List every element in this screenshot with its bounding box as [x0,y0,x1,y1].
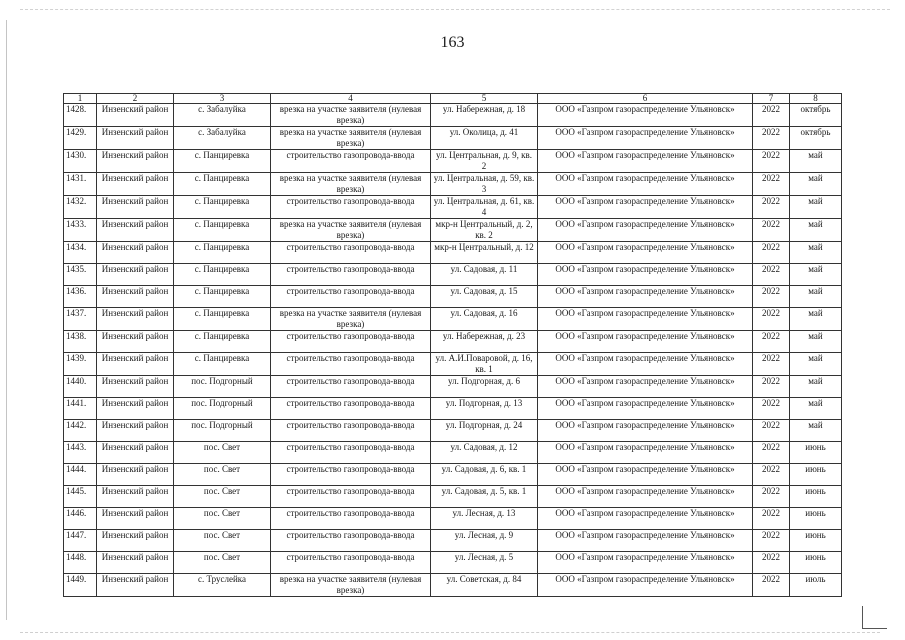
district-cell: Инзенский район [97,420,174,442]
organization-cell: ООО «Газпром газораспределение Ульяновск» [538,420,753,442]
district-cell: Инзенский район [97,464,174,486]
column-header-6: 6 [538,94,753,104]
month-cell: май [790,150,842,173]
address-cell: ул. А.И.Поваровой, д. 16, кв. 1 [431,353,538,376]
table-row [64,173,842,196]
table-row [64,508,842,530]
settlement-cell: с. Панциревка [174,308,271,331]
address-cell: ул. Центральная, д. 59, кв. 3 [431,173,538,196]
row-number-cell: 1437. [64,308,97,331]
work-type-cell: врезка на участке заявителя (нулевая врезка) [271,127,431,150]
table-row [64,286,842,308]
settlement-cell: пос. Подгорный [174,376,271,398]
table-row [64,552,842,574]
district-cell: Инзенский район [97,376,174,398]
month-cell: июнь [790,508,842,530]
month-cell: май [790,331,842,353]
settlement-cell: с. Панциревка [174,242,271,264]
district-cell: Инзенский район [97,219,174,242]
work-type-cell: строительство газопровода-ввода [271,286,431,308]
district-cell: Инзенский район [97,308,174,331]
year-cell: 2022 [753,173,790,196]
year-cell: 2022 [753,486,790,508]
year-cell: 2022 [753,376,790,398]
settlement-cell: пос. Подгорный [174,398,271,420]
settlement-cell: с. Панциревка [174,150,271,173]
settlement-cell: пос. Свет [174,486,271,508]
work-type-cell: строительство газопровода-ввода [271,331,431,353]
year-cell: 2022 [753,530,790,552]
work-type-cell: строительство газопровода-ввода [271,486,431,508]
work-type-cell: врезка на участке заявителя (нулевая врезка) [271,308,431,331]
month-cell: май [790,353,842,376]
district-cell: Инзенский район [97,353,174,376]
table-row [64,150,842,173]
organization-cell: ООО «Газпром газораспределение Ульяновск» [538,530,753,552]
organization-cell: ООО «Газпром газораспределение Ульяновск» [538,104,753,127]
year-cell: 2022 [753,219,790,242]
address-cell: ул. Набережная, д. 23 [431,331,538,353]
row-number-cell: 1449. [64,574,97,597]
month-cell: октябрь [790,127,842,150]
work-type-cell: строительство газопровода-ввода [271,442,431,464]
work-type-cell: строительство газопровода-ввода [271,508,431,530]
work-type-cell: строительство газопровода-ввода [271,264,431,286]
address-cell: ул. Набережная, д. 18 [431,104,538,127]
column-header-5: 5 [431,94,538,104]
settlement-cell: с. Панциревка [174,219,271,242]
work-type-cell: строительство газопровода-ввода [271,530,431,552]
year-cell: 2022 [753,464,790,486]
district-cell: Инзенский район [97,530,174,552]
settlement-cell: с. Забалуйка [174,104,271,127]
address-cell: ул. Садовая, д. 16 [431,308,538,331]
column-header-4: 4 [271,94,431,104]
row-number-cell: 1448. [64,552,97,574]
scan-artifact-left [6,20,7,620]
settlement-cell: с. Панциревка [174,264,271,286]
district-cell: Инзенский район [97,286,174,308]
year-cell: 2022 [753,420,790,442]
table-body [64,104,842,597]
table-row [64,420,842,442]
column-header-1: 1 [64,94,97,104]
column-header-3: 3 [174,94,271,104]
year-cell: 2022 [753,242,790,264]
organization-cell: ООО «Газпром газораспределение Ульяновск» [538,574,753,597]
address-cell: ул. Лесная, д. 9 [431,530,538,552]
row-number-cell: 1434. [64,242,97,264]
gasification-table [63,93,842,597]
table-row [64,486,842,508]
month-cell: июнь [790,464,842,486]
column-header-2: 2 [97,94,174,104]
month-cell: май [790,308,842,331]
scan-artifact-top [20,9,890,10]
scan-artifact-bottom [20,632,880,633]
address-cell: ул. Лесная, д. 13 [431,508,538,530]
district-cell: Инзенский район [97,331,174,353]
organization-cell: ООО «Газпром газораспределение Ульяновск» [538,173,753,196]
district-cell: Инзенский район [97,552,174,574]
table-row [64,353,842,376]
month-cell: май [790,376,842,398]
month-cell: май [790,196,842,219]
row-number-cell: 1445. [64,486,97,508]
district-cell: Инзенский район [97,442,174,464]
row-number-cell: 1439. [64,353,97,376]
address-cell: ул. Садовая, д. 12 [431,442,538,464]
organization-cell: ООО «Газпром газораспределение Ульяновск» [538,308,753,331]
year-cell: 2022 [753,264,790,286]
row-number-cell: 1441. [64,398,97,420]
year-cell: 2022 [753,308,790,331]
address-cell: ул. Лесная, д. 5 [431,552,538,574]
address-cell: ул. Подгорная, д. 13 [431,398,538,420]
work-type-cell: врезка на участке заявителя (нулевая врезка) [271,219,431,242]
district-cell: Инзенский район [97,264,174,286]
month-cell: май [790,286,842,308]
table-row [64,442,842,464]
district-cell: Инзенский район [97,127,174,150]
year-cell: 2022 [753,574,790,597]
district-cell: Инзенский район [97,398,174,420]
row-number-cell: 1446. [64,508,97,530]
settlement-cell: с. Панциревка [174,353,271,376]
organization-cell: ООО «Газпром газораспределение Ульяновск» [538,464,753,486]
corner-mark [862,606,887,629]
table-row [64,308,842,331]
table-row [64,376,842,398]
district-cell: Инзенский район [97,173,174,196]
work-type-cell: строительство газопровода-ввода [271,398,431,420]
month-cell: май [790,264,842,286]
row-number-cell: 1447. [64,530,97,552]
district-cell: Инзенский район [97,508,174,530]
work-type-cell: строительство газопровода-ввода [271,242,431,264]
row-number-cell: 1433. [64,219,97,242]
organization-cell: ООО «Газпром газораспределение Ульяновск» [538,219,753,242]
organization-cell: ООО «Газпром газораспределение Ульяновск» [538,286,753,308]
month-cell: июль [790,574,842,597]
address-cell: ул. Околица, д. 41 [431,127,538,150]
organization-cell: ООО «Газпром газораспределение Ульяновск» [538,552,753,574]
row-number-cell: 1430. [64,150,97,173]
table-row [64,196,842,219]
column-header-7: 7 [753,94,790,104]
address-cell: ул. Садовая, д. 5, кв. 1 [431,486,538,508]
year-cell: 2022 [753,286,790,308]
row-number-cell: 1429. [64,127,97,150]
work-type-cell: врезка на участке заявителя (нулевая врезка) [271,173,431,196]
row-number-cell: 1428. [64,104,97,127]
year-cell: 2022 [753,508,790,530]
district-cell: Инзенский район [97,574,174,597]
month-cell: октябрь [790,104,842,127]
settlement-cell: с. Забалуйка [174,127,271,150]
settlement-cell: с. Панциревка [174,196,271,219]
table-row [64,464,842,486]
work-type-cell: строительство газопровода-ввода [271,150,431,173]
settlement-cell: пос. Свет [174,508,271,530]
organization-cell: ООО «Газпром газораспределение Ульяновск» [538,486,753,508]
district-cell: Инзенский район [97,242,174,264]
organization-cell: ООО «Газпром газораспределение Ульяновск» [538,508,753,530]
settlement-cell: пос. Свет [174,442,271,464]
year-cell: 2022 [753,331,790,353]
row-number-cell: 1440. [64,376,97,398]
column-header-8: 8 [790,94,842,104]
year-cell: 2022 [753,353,790,376]
table-row [64,574,842,597]
month-cell: июнь [790,552,842,574]
address-cell: ул. Центральная, д. 9, кв. 2 [431,150,538,173]
district-cell: Инзенский район [97,486,174,508]
table-header-row [64,94,842,104]
month-cell: май [790,398,842,420]
year-cell: 2022 [753,442,790,464]
organization-cell: ООО «Газпром газораспределение Ульяновск» [538,331,753,353]
row-number-cell: 1432. [64,196,97,219]
row-number-cell: 1442. [64,420,97,442]
row-number-cell: 1443. [64,442,97,464]
settlement-cell: с. Труслейка [174,574,271,597]
table-row [64,127,842,150]
row-number-cell: 1444. [64,464,97,486]
year-cell: 2022 [753,150,790,173]
month-cell: май [790,242,842,264]
year-cell: 2022 [753,398,790,420]
row-number-cell: 1438. [64,331,97,353]
organization-cell: ООО «Газпром газораспределение Ульяновск» [538,196,753,219]
work-type-cell: строительство газопровода-ввода [271,353,431,376]
address-cell: ул. Садовая, д. 15 [431,286,538,308]
address-cell: ул. Садовая, д. 11 [431,264,538,286]
organization-cell: ООО «Газпром газораспределение Ульяновск» [538,398,753,420]
row-number-cell: 1431. [64,173,97,196]
address-cell: мкр-н Центральный, д. 12 [431,242,538,264]
settlement-cell: с. Панциревка [174,173,271,196]
table-row [64,398,842,420]
table-row [64,530,842,552]
month-cell: май [790,420,842,442]
district-cell: Инзенский район [97,196,174,219]
year-cell: 2022 [753,127,790,150]
address-cell: ул. Подгорная, д. 6 [431,376,538,398]
year-cell: 2022 [753,196,790,219]
organization-cell: ООО «Газпром газораспределение Ульяновск» [538,127,753,150]
month-cell: июнь [790,486,842,508]
settlement-cell: с. Панциревка [174,286,271,308]
table-row [64,219,842,242]
address-cell: ул. Подгорная, д. 24 [431,420,538,442]
page-number: 163 [440,34,465,51]
settlement-cell: с. Панциревка [174,331,271,353]
district-cell: Инзенский район [97,150,174,173]
table-row [64,331,842,353]
address-cell: ул. Советская, д. 84 [431,574,538,597]
organization-cell: ООО «Газпром газораспределение Ульяновск» [538,376,753,398]
work-type-cell: строительство газопровода-ввода [271,420,431,442]
settlement-cell: пос. Свет [174,464,271,486]
work-type-cell: строительство газопровода-ввода [271,376,431,398]
row-number-cell: 1436. [64,286,97,308]
address-cell: ул. Центральная, д. 61, кв. 4 [431,196,538,219]
address-cell: мкр-н Центральный, д. 2, кв. 2 [431,219,538,242]
table-row [64,242,842,264]
month-cell: май [790,173,842,196]
table-row [64,264,842,286]
work-type-cell: строительство газопровода-ввода [271,464,431,486]
year-cell: 2022 [753,104,790,127]
row-number-cell: 1435. [64,264,97,286]
month-cell: май [790,219,842,242]
month-cell: июнь [790,442,842,464]
month-cell: июнь [790,530,842,552]
district-cell: Инзенский район [97,104,174,127]
organization-cell: ООО «Газпром газораспределение Ульяновск» [538,150,753,173]
settlement-cell: пос. Подгорный [174,420,271,442]
settlement-cell: пос. Свет [174,552,271,574]
settlement-cell: пос. Свет [174,530,271,552]
organization-cell: ООО «Газпром газораспределение Ульяновск» [538,353,753,376]
work-type-cell: врезка на участке заявителя (нулевая врезка) [271,574,431,597]
address-cell: ул. Садовая, д. 6, кв. 1 [431,464,538,486]
year-cell: 2022 [753,552,790,574]
work-type-cell: врезка на участке заявителя (нулевая врезка) [271,104,431,127]
work-type-cell: строительство газопровода-ввода [271,552,431,574]
organization-cell: ООО «Газпром газораспределение Ульяновск» [538,264,753,286]
work-type-cell: строительство газопровода-ввода [271,196,431,219]
organization-cell: ООО «Газпром газораспределение Ульяновск» [538,442,753,464]
organization-cell: ООО «Газпром газораспределение Ульяновск» [538,242,753,264]
table-row [64,104,842,127]
